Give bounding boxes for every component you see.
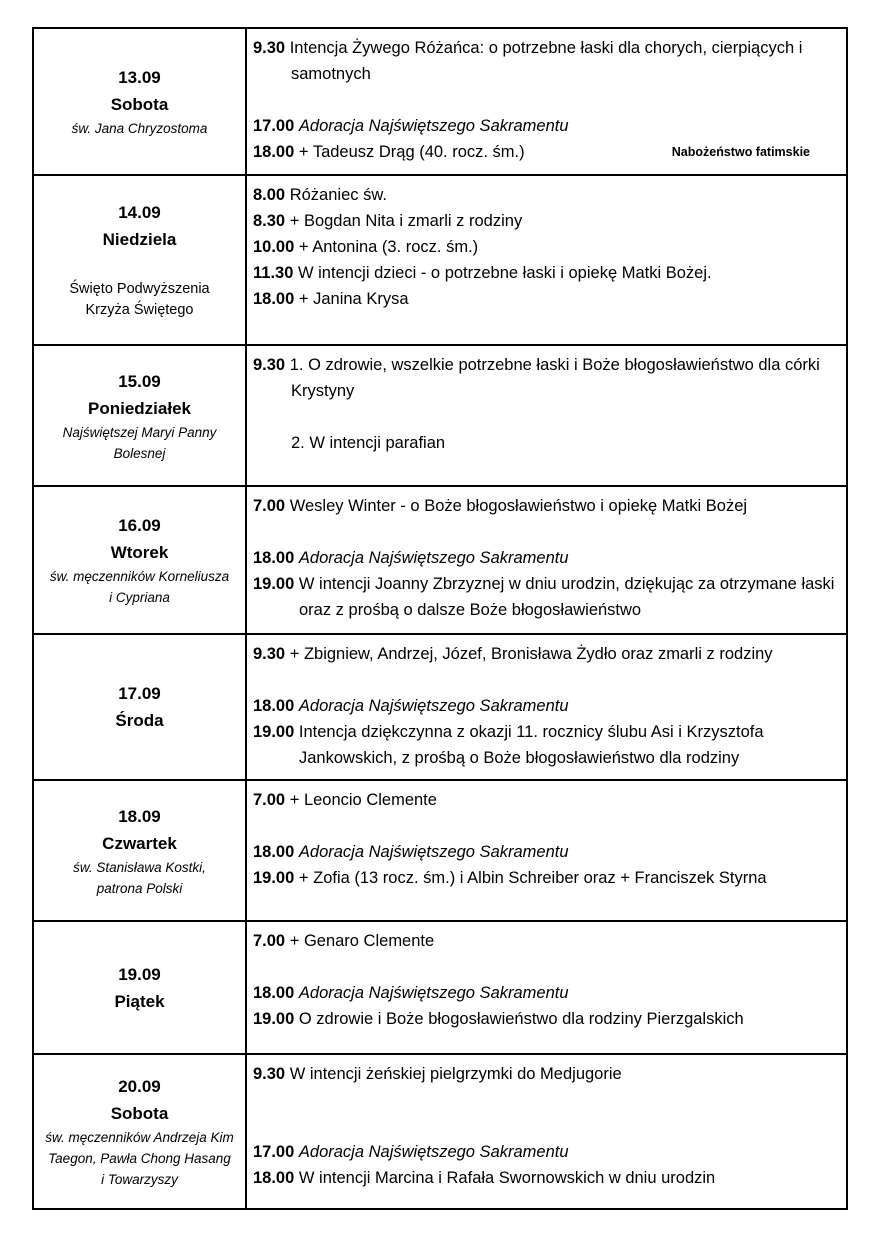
day-date: 20.09 [118,1077,161,1096]
blank-line [253,667,840,693]
mass-intention: Różaniec św. [289,186,387,204]
day-row [33,921,847,1054]
blank-line [253,1087,840,1113]
mass-entry [253,571,840,623]
day-feast: św. męczenników Korneliusza [49,569,230,584]
mass-entry [253,352,840,404]
mass-cell [246,921,847,1054]
day-cell [33,28,246,175]
mass-time: 19.00 [253,575,295,593]
day-date: 19.09 [118,964,161,984]
mass-cell [246,634,847,780]
mass-time: 10.00 [253,238,295,256]
day-row [33,1054,847,1209]
day-feast: Święto Podwyższenia [69,281,210,297]
mass-entry [253,260,840,286]
day-cell [33,175,246,345]
mass-intention: Adoracja Najświętszego Sakramentu [298,984,569,1002]
mass-time: 18.00 [253,697,295,715]
day-weekday: Środa [115,711,164,730]
mass-time: 9.30 [253,39,286,57]
mass-time: 18.00 [253,143,295,161]
mass-entry [253,234,840,260]
mass-entry [253,139,840,165]
mass-time: 19.00 [253,723,295,741]
mass-cell [246,175,847,345]
mass-entry [253,1061,840,1087]
day-cell [33,921,246,1054]
mass-entry [253,113,840,139]
day-feast: św. męczenników Andrzeja Kim [45,1130,234,1145]
mass-cell [246,780,847,921]
day-cell [33,345,246,486]
mass-entry [253,545,840,571]
mass-time: 18.00 [253,290,295,308]
mass-entry [253,980,840,1006]
mass-intention: W intencji Joanny Zbrzyznej w dniu urodzin, dziękując za otrzymane łaski oraz z prośbą o dalsze Boże błogosławieństwo [298,575,835,619]
day-row [33,345,847,486]
mass-entry [253,693,840,719]
day-weekday: Poniedziałek [88,398,191,418]
mass-entry [253,1165,840,1191]
blank-line [253,87,840,113]
day-row [33,486,847,634]
day-date: 17.09 [118,684,161,703]
mass-intention: + Genaro Clemente [289,932,435,950]
day-row [33,28,847,175]
day-feast: i Towarzyszy [101,1172,178,1187]
mass-time: 7.00 [253,497,286,515]
blank-line [253,954,840,980]
mass-cell [246,486,847,634]
mass-entry [253,493,840,519]
mass-intention: + Zofia (13 rocz. śm.) i Albin Schreiber oraz + Franciszek Styrna [298,869,767,887]
mass-entry [253,286,840,312]
mass-entry [253,1006,840,1032]
day-date: 14.09 [118,203,161,222]
blank-line [253,813,840,839]
mass-intention: Adoracja Najświętszego Sakramentu [298,117,569,135]
mass-schedule-table [32,27,848,1210]
mass-intention: + Zbigniew, Andrzej, Józef, Bronisława Żydło oraz zmarli z rodziny [289,645,773,663]
schedule-body [33,28,847,1209]
day-date: 13.09 [118,68,161,87]
mass-entry [253,430,840,456]
mass-intention: W intencji dzieci - o potrzebne łaski i opiekę Matki Bożej. [297,264,712,282]
day-feast: patrona Polski [96,880,183,896]
day-row [33,634,847,780]
day-row [33,780,847,921]
day-feast: Bolesnej [113,445,166,461]
mass-intention: O zdrowie i Boże błogosławieństwo dla rodziny Pierzgalskich [298,1010,744,1028]
mass-intention: Adoracja Najświętszego Sakramentu [298,843,569,861]
mass-entry [253,865,840,891]
mass-time: 17.00 [253,1143,295,1161]
mass-intention: Intencja dziękczynna z okazji 11. rocznicy ślubu Asi i Krzysztofa Jankowskich, z prośbą o Boże błogosławieństwo dla rodziny [298,723,764,767]
day-cell [33,486,246,634]
mass-intention: + Bogdan Nita i zmarli z rodziny [289,212,523,230]
day-date: 15.09 [118,371,161,391]
day-cell [33,634,246,780]
mass-time: 18.00 [253,549,295,567]
day-feast: Taegon, Pawła Chong Hasang [48,1151,231,1166]
mass-entry [253,928,840,954]
mass-entry [253,208,840,234]
day-feast: św. Stanisława Kostki, [73,859,206,875]
mass-cell [246,1054,847,1209]
day-weekday: Sobota [110,1104,169,1123]
mass-intention: + Leoncio Clemente [289,791,437,809]
mass-time: 19.00 [253,869,295,887]
mass-entry [253,839,840,865]
mass-time: 8.00 [253,186,286,204]
mass-intention: 2. W intencji parafian [291,434,446,452]
mass-entry [253,719,840,771]
mass-time: 11.30 [253,264,294,282]
mass-intention: 1. O zdrowie, wszelkie potrzebne łaski i Boże błogosławieństwo dla córki Krystyny [289,356,820,400]
mass-time: 9.30 [253,645,286,663]
service-note: Nabożeństwo fatimskie [671,145,810,159]
day-feast: Krzyża Świętego [85,302,194,318]
day-weekday: Niedziela [102,230,177,249]
mass-intention: Adoracja Najświętszego Sakramentu [298,549,569,567]
mass-entry [253,1139,840,1165]
mass-time: 18.00 [253,984,295,1002]
day-feast: i Cypriana [109,590,170,605]
mass-entry [253,182,840,208]
day-weekday: Czwartek [102,833,177,853]
mass-intention: W intencji żeńskiej pielgrzymki do Medjugorie [289,1065,622,1083]
mass-time: 8.30 [253,212,286,230]
mass-entry [253,35,840,87]
mass-time: 9.30 [253,1065,286,1083]
mass-intention: + Janina Krysa [298,290,409,308]
day-date: 18.09 [118,806,161,826]
mass-intention: Adoracja Najświętszego Sakramentu [298,1143,569,1161]
mass-time: 18.00 [253,1169,295,1187]
mass-intention: W intencji Marcina i Rafała Swornowskich w dniu urodzin [298,1169,716,1187]
mass-cell [246,28,847,175]
mass-intention: + Antonina (3. rocz. śm.) [298,238,479,256]
mass-time: 7.00 [253,932,286,950]
mass-time: 9.30 [253,356,286,374]
mass-intention: Adoracja Najświętszego Sakramentu [298,697,569,715]
mass-time: 18.00 [253,843,295,861]
day-date: 16.09 [118,516,161,535]
day-cell [33,780,246,921]
mass-time: 7.00 [253,791,286,809]
day-weekday: Piątek [114,991,165,1011]
mass-intention: + Tadeusz Drąg (40. rocz. śm.) [298,143,525,161]
day-feast: Najświętszej Maryi Panny [62,424,217,440]
mass-entry [253,641,840,667]
mass-time: 17.00 [253,117,295,135]
blank-line [253,519,840,545]
day-row [33,175,847,345]
blank-line [253,404,840,430]
blank-line [253,1113,840,1139]
mass-intention: Wesley Winter - o Boże błogosławieństwo i opiekę Matki Bożej [289,497,748,515]
mass-intention: Intencja Żywego Różańca: o potrzebne łaski dla chorych, cierpiących i samotnych [289,39,803,83]
mass-time: 19.00 [253,1010,295,1028]
day-feast: św. Jana Chryzostoma [71,121,208,136]
mass-cell [246,345,847,486]
day-weekday: Wtorek [110,543,169,562]
day-weekday: Sobota [110,95,169,114]
day-cell [33,1054,246,1209]
mass-entry [253,787,840,813]
